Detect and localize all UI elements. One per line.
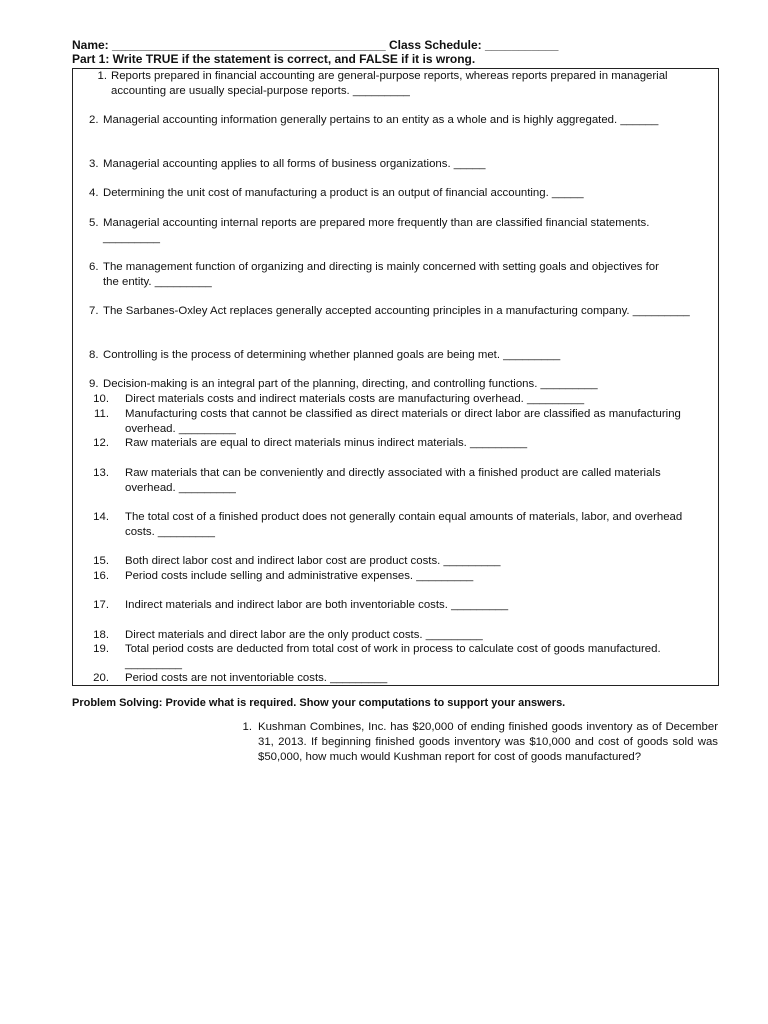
- item-number: 10.: [93, 393, 109, 405]
- worksheet-header: [72, 38, 712, 66]
- item-number: 20.: [93, 672, 109, 684]
- item-number: 13.: [93, 467, 109, 479]
- item-number: 19.: [93, 643, 109, 655]
- item-text: Raw materials are equal to direct materials minus indirect materials. _________: [125, 437, 528, 449]
- item-number: 12.: [93, 437, 109, 449]
- item-text: Managerial accounting information generally pertains to an entity as a whole and is highly aggregated. ______: [103, 114, 659, 126]
- item-number: 3.: [89, 158, 99, 170]
- problem-text: Kushman Combines, Inc. has $20,000 of ending finished goods inventory as of December 31, 2013. If beginning finished goods inventory was $10,000 and cost of goods sold was $50,000, how much would Kushman report for cost of goods manufactured?: [258, 721, 718, 763]
- item-text: Period costs include selling and administrative expenses. _________: [125, 570, 474, 582]
- item-number: 16.: [93, 570, 109, 582]
- true-false-box: [72, 68, 719, 686]
- item-text: Direct materials costs and indirect materials costs are manufacturing overhead. _________: [125, 393, 585, 405]
- item-number: 15.: [93, 555, 109, 567]
- item-text: Controlling is the process of determining whether planned goals are being met. _________: [103, 349, 561, 361]
- item-text: Indirect materials and indirect labor are both inventoriable costs. _________: [125, 599, 509, 611]
- item-text: Managerial accounting internal reports are prepared more frequently than are classified financial statements. _________: [103, 217, 650, 244]
- name-and-schedule-line[interactable]: Name: _________________________________________ Class Schedule: ___________: [72, 38, 559, 52]
- item-text: Managerial accounting applies to all forms of business organizations. _____: [103, 158, 486, 170]
- item-text: The Sarbanes-Oxley Act replaces generally accepted accounting principles in a manufacturing company. _________: [103, 305, 690, 317]
- item-text: Period costs are not inventoriable costs. _________: [125, 672, 388, 684]
- part1-instructions: Part 1: Write TRUE if the statement is correct, and FALSE if it is wrong.: [72, 52, 476, 66]
- problem-solving-heading: Problem Solving: Provide what is required. Show your computations to support your answers.: [72, 697, 566, 709]
- problem-number: 1.: [242, 721, 252, 733]
- item-number: 9.: [89, 378, 99, 390]
- item-number: 7.: [89, 305, 99, 317]
- item-number: 17.: [93, 599, 109, 611]
- item-number: 1.: [97, 70, 107, 82]
- item-text: Direct materials and direct labor are the only product costs. _________: [125, 629, 483, 641]
- item-text: Reports prepared in financial accounting are general-purpose reports, whereas reports prepared in managerial accounting are usually special-purpose reports. _________: [111, 70, 668, 97]
- item-text: The management function of organizing and directing is mainly concerned with setting goals and objectives for the entity. _________: [103, 261, 659, 288]
- item-text: Both direct labor cost and indirect labor cost are product costs. _________: [125, 555, 501, 567]
- item-text: Determining the unit cost of manufacturing a product is an output of financial accounting. _____: [103, 187, 584, 199]
- item-text: The total cost of a finished product does not generally contain equal amounts of materials, labor, and overhead costs. _________: [125, 511, 683, 538]
- item-text: Raw materials that can be conveniently and directly associated with a finished product are called materials overhead. _________: [125, 467, 661, 494]
- item-number: 8.: [89, 349, 99, 361]
- item-number: 5.: [89, 217, 99, 229]
- item-number: 2.: [89, 114, 99, 126]
- item-text: Decision-making is an integral part of the planning, directing, and controlling functions. _________: [103, 378, 598, 390]
- item-number: 14.: [93, 511, 109, 523]
- item-text: Manufacturing costs that cannot be classified as direct materials or direct labor are classified as manufacturing overhead. _________: [125, 408, 681, 435]
- item-number: 11.: [94, 408, 109, 420]
- item-number: 4.: [89, 187, 99, 199]
- item-text: Total period costs are deducted from total cost of work in process to calculate cost of goods manufactured. _________: [125, 643, 661, 670]
- item-number: 18.: [93, 629, 109, 641]
- item-number: 6.: [89, 261, 99, 273]
